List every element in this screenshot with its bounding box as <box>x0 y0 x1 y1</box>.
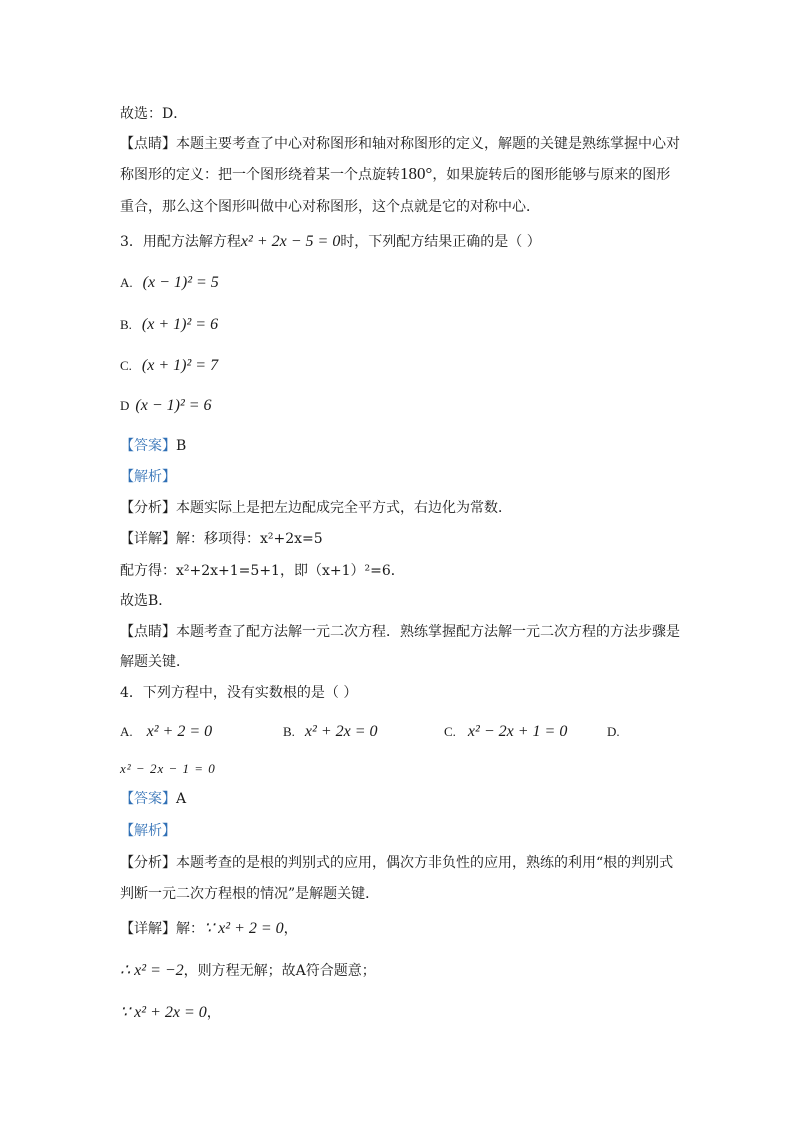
option-label: B. <box>120 317 132 332</box>
text-line <box>120 529 680 549</box>
text-line: 故选B． <box>120 593 173 609</box>
option-d <box>120 396 212 416</box>
text-span: 解： <box>176 921 204 937</box>
text-line: 配方得：x²+2x+1=5+1，即（x+1）²=6． <box>120 563 405 579</box>
text-line: 解题关键． <box>120 654 190 670</box>
option-label: D <box>120 398 130 413</box>
text-line: 判断一元二次方程根的情况”是解题关键． <box>120 886 380 902</box>
answer-value: A <box>176 791 187 807</box>
option-a <box>120 722 212 742</box>
math-expression: ∵ x² + 2x = 0 <box>120 1004 207 1021</box>
text-line: 【分析】本题考查的是根的判别式的应用，偶次方非负性的应用，熟练的利用“根的判别式 <box>120 855 674 871</box>
math-expression: (x + 1)² = 7 <box>141 357 219 374</box>
option-d <box>120 759 216 779</box>
option-c <box>120 356 218 376</box>
text-span: 解：移项得：x²+2x=5 <box>176 531 323 547</box>
math-expression: 180° <box>400 164 433 183</box>
math-expression: x² + 2x − 5 = 0 <box>240 233 341 250</box>
option-c <box>444 722 567 742</box>
text-line <box>120 961 680 981</box>
text-line: 【分析】本题实际上是把左边配成完全平方式，右边化为常数． <box>120 500 512 516</box>
math-expression: (x − 1)² = 6 <box>135 397 212 414</box>
math-expression: x² + 2x = 0 <box>304 723 378 740</box>
answer-tag: 【答案】 <box>120 438 176 454</box>
text-span: 称图形的定义：把一个图形绕着某一个点旋转 <box>120 167 400 183</box>
answer-line <box>120 436 680 456</box>
text-span: 【详解】 <box>120 531 176 547</box>
answer-tag: 【答案】 <box>120 791 176 807</box>
text-line <box>120 919 680 939</box>
option-d-label <box>607 722 630 742</box>
math-expression: (x − 1)² = 5 <box>142 274 219 291</box>
option-label: C. <box>444 724 456 739</box>
text-span: ，则方程无解；故A符合题意； <box>183 963 376 979</box>
option-label: C. <box>120 358 132 373</box>
text-span: 时，下列配方结果正确的是（ ） <box>340 234 541 250</box>
option-label: B. <box>283 724 295 739</box>
analysis-tag: 【解析】 <box>120 469 176 485</box>
text-span: 3．用配方法解方程 <box>120 234 241 250</box>
option-label: A. <box>120 275 133 290</box>
option-label: D. <box>607 724 620 739</box>
math-expression: ∴ x² = −2 <box>120 962 184 979</box>
option-a <box>120 273 219 293</box>
math-expression: x² − 2x − 1 = 0 <box>120 761 216 776</box>
text-line: 故选：D． <box>120 106 188 122</box>
answer-line <box>120 789 680 809</box>
math-expression: ∵ x² + 2 = 0 <box>204 920 284 937</box>
math-expression: x² + 2 = 0 <box>146 723 213 740</box>
question-4-title: 4．下列方程中，没有实数根的是（ ） <box>120 685 358 701</box>
text-line <box>120 1003 680 1023</box>
text-span: 【详解】 <box>120 921 176 937</box>
option-b <box>120 315 218 335</box>
math-expression: (x + 1)² = 6 <box>141 316 219 333</box>
math-expression: x² − 2x + 1 = 0 <box>467 723 568 740</box>
answer-value: B <box>176 438 187 454</box>
option-b <box>283 722 378 742</box>
text-span: ，如果旋转后的图形能够与原来的图形 <box>432 167 671 183</box>
analysis-tag: 【解析】 <box>120 823 176 839</box>
text-line <box>120 164 680 185</box>
question-3-title <box>120 232 680 252</box>
text-span: ， <box>283 921 298 937</box>
text-span: ， <box>206 1005 221 1021</box>
text-line: 【点睛】本题主要考查了中心对称图形和轴对称图形的定义，解题的关键是熟练掌握中心对 <box>120 136 680 152</box>
text-line: 重合，那么这个图形叫做中心对称图形，这个点就是它的对称中心． <box>120 199 540 215</box>
text-line: 【点睛】本题考查了配方法解一元二次方程．熟练掌握配方法解一元二次方程的方法步骤是 <box>120 624 680 640</box>
option-label: A. <box>120 724 133 739</box>
